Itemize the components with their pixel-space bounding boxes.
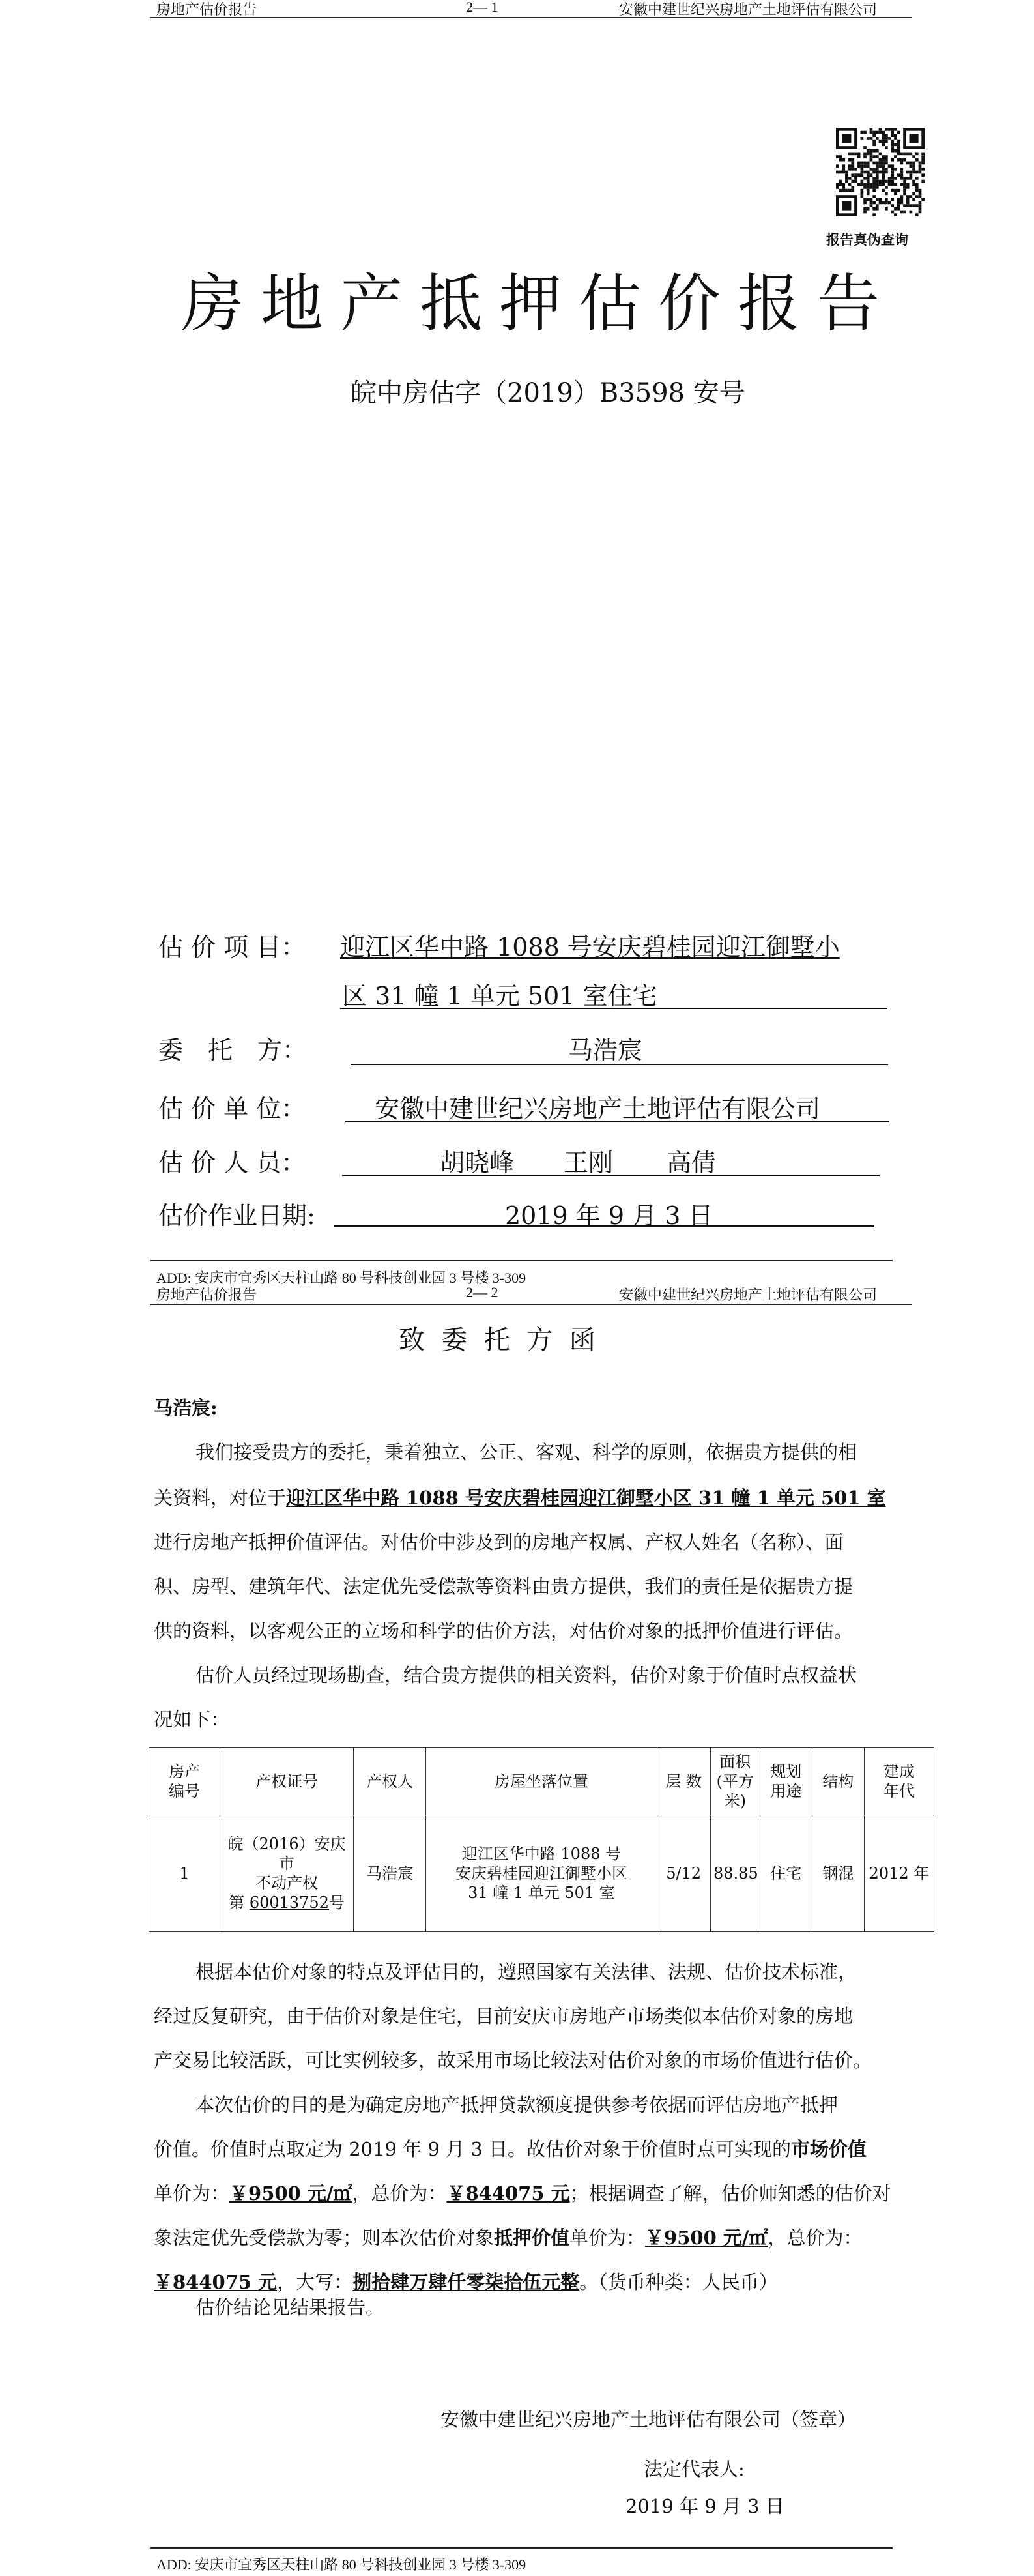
report-number: 皖中房估字（2019）B3598 安号 xyxy=(351,378,745,408)
cell-floor: 5/12 xyxy=(657,1815,710,1932)
col-header-structure: 结构 xyxy=(812,1748,864,1815)
para1-line4: 积、房型、建筑年代、法定优先受偿款等资料由贵方提供，我们的责任是依据贵方提 xyxy=(154,1575,854,1598)
project-value-line1: 迎江区华中路 1088 号安庆碧桂园迎江御墅小 xyxy=(340,933,840,961)
col-header-cert: 产权证号 xyxy=(220,1748,354,1815)
cell-owner: 马浩宸 xyxy=(354,1815,426,1932)
property-address: 迎江区华中路 1088 号安庆碧桂园迎江御墅小区 31 幢 1 单元 501 室 xyxy=(286,1487,886,1509)
para1-line3: 进行房地产抵押价值评估。对估价中涉及到的房地产权属、产权人姓名（名称）、面 xyxy=(154,1531,844,1553)
col-header-location: 房屋坐落位置 xyxy=(426,1748,657,1815)
page2-header-right: 安徽中建世纪兴房地产土地评估有限公司 xyxy=(619,1287,878,1303)
signature-company: 安徽中建世纪兴房地产土地评估有限公司（签章） xyxy=(440,2408,857,2431)
appraiser-name-3: 高倩 xyxy=(667,1149,717,1177)
page1-header-left: 房地产估价报告 xyxy=(156,1,257,18)
col-header-floor: 层 数 xyxy=(657,1748,710,1815)
para3-line3: 产交易比较活跃，可比实例较多，故采用市场比较法对估价对象的市场价值进行估价。 xyxy=(154,2049,872,2071)
page1-header-right: 安徽中建世纪兴房地产土地评估有限公司 xyxy=(619,1,878,18)
page2-footer-address: ADD: 安庆市宜秀区天柱山路 80 号科技创业园 3 号楼 3-309 xyxy=(156,2556,526,2573)
para5: 估价结论见结果报告。 xyxy=(195,2296,385,2319)
mortgage-total-in-words: 捌拾肆万肆仟零柒拾伍元整 xyxy=(352,2271,580,2293)
cell-no: 1 xyxy=(149,1815,220,1932)
letter-title: 致 委 托 方 函 xyxy=(399,1325,596,1355)
appraiser-name-2: 王刚 xyxy=(564,1149,614,1177)
signature-date: 2019 年 9 月 3 日 xyxy=(625,2495,784,2517)
para4-line2: 价值。价值时点取定为 2019 年 9 月 3 日。故估价对象于价值时点可实现的市场价值 xyxy=(154,2138,867,2160)
cell-structure: 钢混 xyxy=(812,1815,864,1932)
para1-line2: 关资料，对位于迎江区华中路 1088 号安庆碧桂园迎江御墅小区 31 幢 1 单元 501 室 xyxy=(154,1487,886,1509)
qr-code-icon xyxy=(836,128,925,216)
col-header-area: 面积 (平方 米) xyxy=(710,1748,760,1815)
table-row xyxy=(149,1815,934,1932)
appraiser-unit-underline xyxy=(345,1121,889,1122)
table-header-row xyxy=(149,1748,934,1815)
cell-use: 住宅 xyxy=(760,1815,812,1932)
appraiser-unit-value: 安徽中建世纪兴房地产土地评估有限公司 xyxy=(375,1094,821,1123)
mortgage-unit-price: ￥9500 元/㎡ xyxy=(645,2227,768,2249)
col-header-use: 规划 用途 xyxy=(760,1748,812,1815)
page2-header-page-number: 2— 2 xyxy=(466,1284,498,1300)
client-underline xyxy=(351,1064,888,1065)
page1-header-page-number: 2— 1 xyxy=(466,0,498,15)
cell-area: 88.85 xyxy=(710,1815,760,1932)
page2-footer-rule xyxy=(150,2547,893,2549)
cell-cert: 皖（2016）安庆市 不动产权 第 60013752号 xyxy=(220,1815,354,1932)
project-label: 估 价 项 目： xyxy=(158,933,306,961)
cell-location: 迎江区华中路 1088 号 安庆碧桂园迎江御墅小区 31 幢 1 单元 501 室 xyxy=(426,1815,657,1932)
cell-year: 2012 年 xyxy=(865,1815,934,1932)
page2-header-left: 房地产估价报告 xyxy=(156,1287,257,1303)
work-date-value: 2019 年 9 月 3 日 xyxy=(505,1201,713,1230)
work-date-label: 估价作业日期: xyxy=(158,1201,315,1230)
page1-footer-address: ADD: 安庆市宜秀区天柱山路 80 号科技创业园 3 号楼 3-309 xyxy=(156,1270,526,1286)
work-date-underline xyxy=(334,1225,874,1227)
mortgage-total-price: ￥844075 元 xyxy=(154,2271,278,2293)
col-header-year: 建成 年代 xyxy=(865,1748,934,1815)
page1-header-rule xyxy=(150,17,912,18)
para3-line2: 经过反复研究，由于估价对象是住宅，目前安庆市房地产市场类似本估价对象的房地 xyxy=(154,2005,854,2027)
para3-line1: 根据本估价对象的特点及评估目的，遵照国家有关法律、法规、估价技术标准， xyxy=(195,1961,857,1983)
project-value-line2: 区 31 幢 1 单元 501 室住宅 xyxy=(342,982,657,1010)
para2-line2: 况如下： xyxy=(154,1708,230,1731)
para4-line3: 单价为：￥9500 元/㎡，总价为：￥844075 元；根据调查了解，估价师知悉的估价对 xyxy=(154,2182,891,2204)
market-unit-price: ￥9500 元/㎡ xyxy=(229,2182,352,2204)
market-total-price: ￥844075 元 xyxy=(446,2182,570,2204)
para2-line1: 估价人员经过现场勘查，结合贵方提供的相关资料，估价对象于价值时点权益状 xyxy=(195,1664,857,1686)
para4-line4: 象法定优先受偿款为零；则本次估价对象抵押价值单价为：￥9500 元/㎡，总价为： xyxy=(154,2227,863,2249)
project-underline xyxy=(340,1008,887,1009)
page2-header-rule xyxy=(150,1304,912,1305)
appraiser-unit-label: 估 价 单 位： xyxy=(158,1094,306,1123)
appraisers-underline xyxy=(342,1175,880,1176)
col-header-no: 房产 编号 xyxy=(149,1748,220,1815)
appraisers-label: 估 价 人 员： xyxy=(158,1149,306,1177)
para4-line1: 本次估价的目的是为确定房地产抵押贷款额度提供参考依据而评估房地产抵押 xyxy=(195,2094,839,2116)
client-value: 马浩宸 xyxy=(568,1036,643,1064)
page1-footer-rule xyxy=(150,1260,893,1261)
salutation: 马浩宸: xyxy=(154,1397,218,1419)
appraiser-name-1: 胡晓峰 xyxy=(440,1149,515,1177)
client-label: 委 托 方： xyxy=(158,1036,308,1064)
qr-caption: 报告真伪查询 xyxy=(826,231,908,248)
report-title: 房地产抵押估价报告 xyxy=(181,267,897,340)
property-rights-table xyxy=(149,1747,934,1932)
para1-line1: 我们接受贵方的委托，秉着独立、公正、客观、科学的原则，依据贵方提供的相 xyxy=(195,1441,857,1463)
para4-line5: ￥844075 元，大写：捌拾肆万肆仟零柒拾伍元整。（货币种类：人民币） xyxy=(154,2271,778,2293)
col-header-owner: 产权人 xyxy=(354,1748,426,1815)
para1-line5: 供的资料，以客观公正的立场和科学的估价方法，对估价对象的抵押价值进行评估。 xyxy=(154,1620,854,1642)
signature-legal-rep: 法定代表人: xyxy=(644,2458,745,2480)
